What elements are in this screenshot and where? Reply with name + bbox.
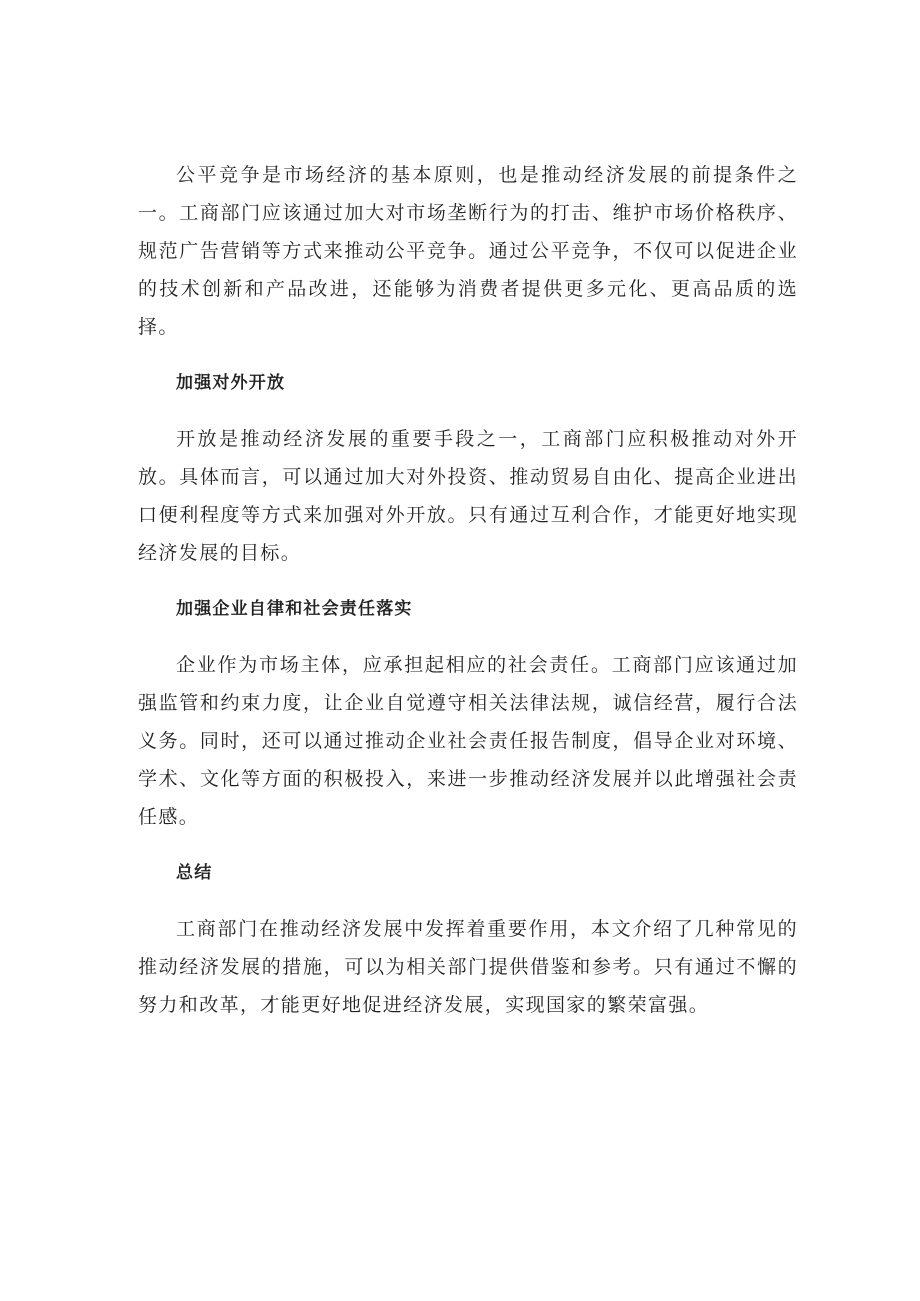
paragraph-gap <box>138 836 798 854</box>
section-heading-summary: 总结 <box>176 863 213 883</box>
section-heading-corporate-responsibility: 加强企业自律和社会责任落实 <box>176 599 413 619</box>
paragraph-opening-up: 开放是推动经济发展的重要手段之一，工商部门应积极推动对外开放。具体而言，可以通过加大对外投资、推动贸易自由化、提高企业进出口便利程度等方式来加强对外开放。只有通过互利合作，才能更好地实现经济发展的目标。 <box>138 428 798 564</box>
paragraph-gap <box>138 628 798 646</box>
paragraph-gap <box>138 346 798 364</box>
paragraph-gap <box>138 402 798 420</box>
paragraph-gap <box>138 572 798 590</box>
section-heading-opening-up: 加强对外开放 <box>176 373 286 393</box>
document-body <box>138 156 798 1024</box>
paragraph-fair-competition: 公平竞争是市场经济的基本原则，也是推动经济发展的前提条件之一。工商部门应该通过加大对市场垄断行为的打击、维护市场价格秩序、规范广告营销等方式来推动公平竞争。通过公平竞争，不仅可以促进企业的技术创新和产品改进，还能够为消费者提供更多元化、更高品质的选择。 <box>138 164 798 338</box>
paragraph-gap <box>138 892 798 910</box>
paragraph-corporate-responsibility: 企业作为市场主体，应承担起相应的社会责任。工商部门应该通过加强监管和约束力度，让企业自觉遵守相关法律法规，诚信经营，履行合法义务。同时，还可以通过推动企业社会责任报告制度，倡导企业对环境、学术、文化等方面的积极投入，来进一步推动经济发展并以此增强社会责任感。 <box>138 654 798 828</box>
paragraph-summary: 工商部门在推动经济发展中发挥着重要作用，本文介绍了几种常见的推动经济发展的措施，可以为相关部门提供借鉴和参考。只有通过不懈的努力和改革，才能更好地促进经济发展，实现国家的繁荣富强。 <box>138 918 798 1016</box>
